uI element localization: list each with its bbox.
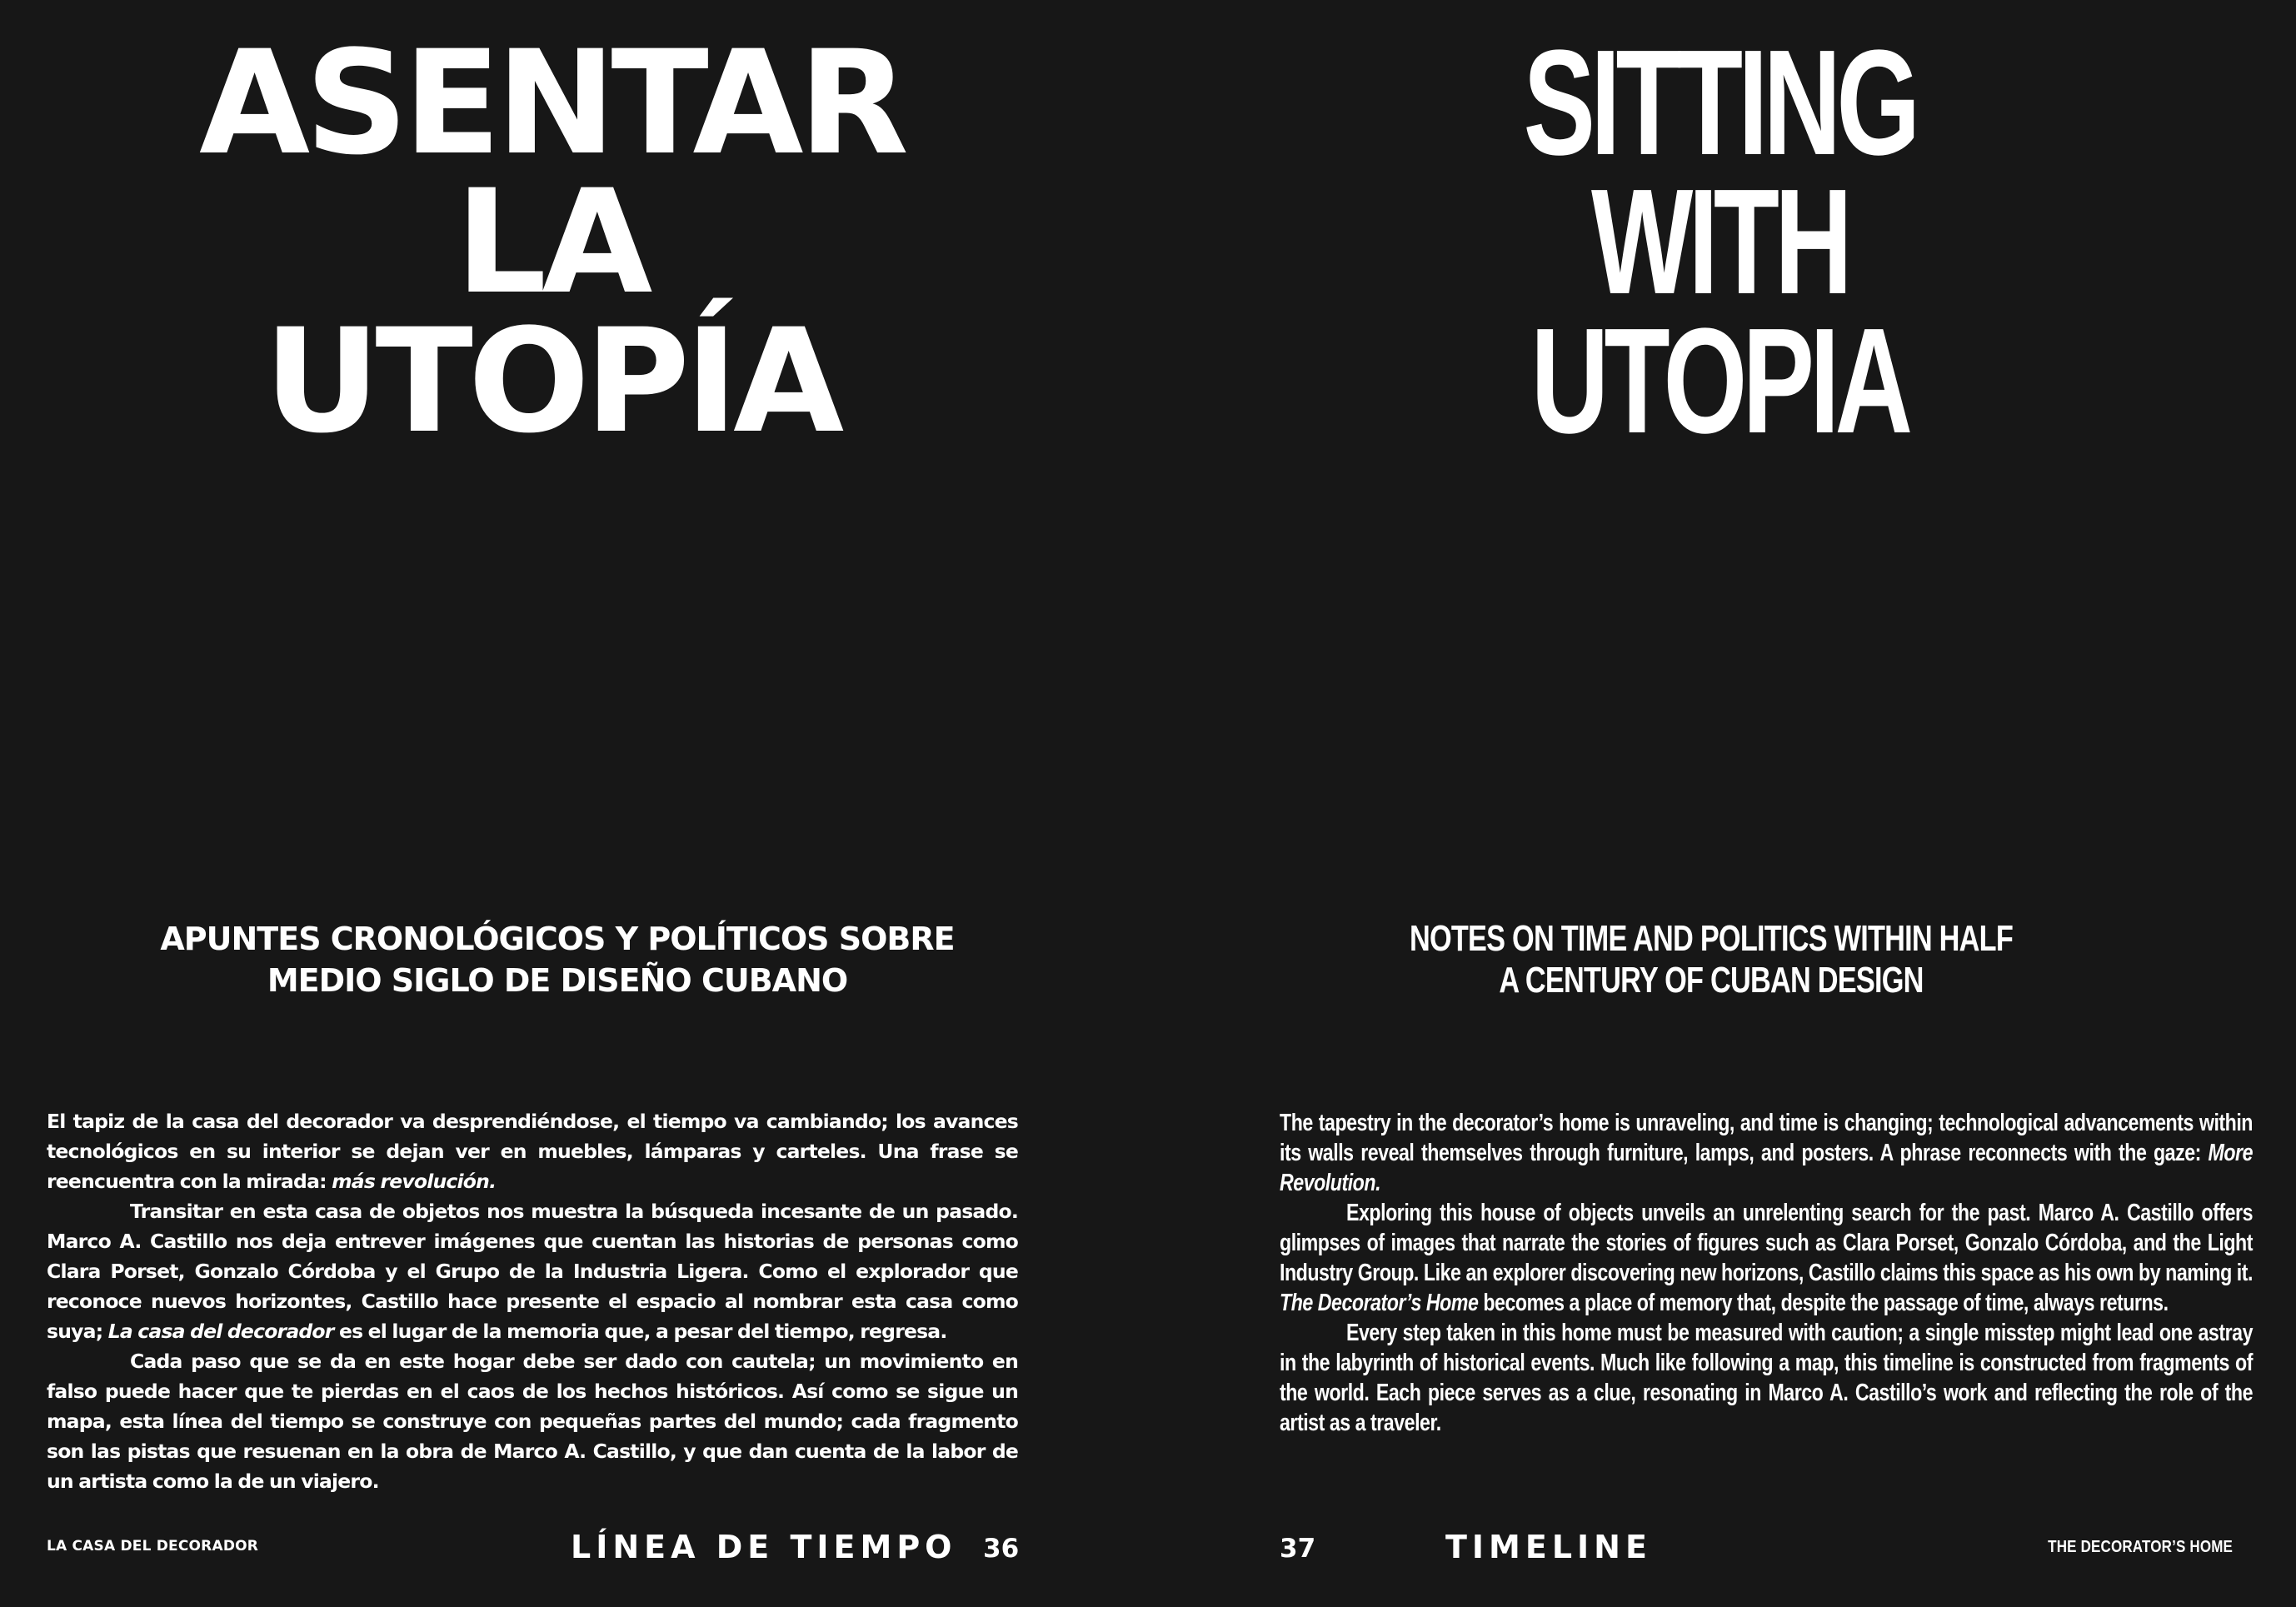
page-title	[0, 19, 1126, 465]
paragraph-emphasis: More Revolution.	[1280, 1140, 2253, 1196]
title-line: WITH	[1590, 158, 1849, 326]
paragraph-text: El tapiz de la casa del decorador va desprendiéndose, el tiempo va cambiando; los avances tecnológicos en su interior se dejan ver en muebles, lámparas y carteles. Una frase se reencuentra con la mirada:	[47, 1110, 1018, 1193]
title-line: SITTING	[1523, 19, 1916, 187]
running-title: THE DECORATOR’S HOME	[2048, 1538, 2233, 1556]
section-title: TIMELINE	[1445, 1529, 1652, 1565]
body-text	[1280, 1108, 2253, 1438]
paragraph	[1280, 1198, 2253, 1318]
paragraph	[47, 1346, 1018, 1496]
paragraph	[47, 1106, 1018, 1196]
section-title: LÍNEA DE TIEMPO	[571, 1529, 957, 1565]
title-line: LA	[455, 158, 648, 326]
paragraph-emphasis: La casa del decorador	[107, 1320, 334, 1343]
paragraph-text: Cada paso que se da en este hogar debe ser dado con cautela; un movimiento en falso puede hacer que te pierdas en el caos de los hechos históricos. Así como se sigue un mapa, esta línea del tiempo se construye con pequeñas partes del mundo; cada fragmento son las pistas que resuenan en la obra de Marco A. Castillo, y que dan cuenta de la labor de un artista como la de un viajero.	[47, 1350, 1018, 1493]
subtitle-line: NOTES ON TIME AND POLITICS WITHIN HALF	[1409, 918, 2014, 959]
paragraph-text: Transitar en esta casa de objetos nos muestra la búsqueda incesante de un pasado. Marco A. Castillo nos deja entrever imágenes que cuentan las historias de personas como Clara Porset, Gonzalo Córdoba y el Grupo de la Industria Ligera. Como el explorador que reconoce nuevos horizontes, Castillo hace presente el espacio al nombrar esta casa como suya;	[47, 1200, 1018, 1343]
paragraph-emphasis: The Decorator’s Home	[1280, 1290, 1479, 1316]
page-number: 37	[1280, 1534, 1316, 1564]
paragraph-text: The tapestry in the decorator’s home is unraveling, and time is changing; technological advancements within its walls reveal themselves through furniture, lamps, and posters. A phrase reconnects with the gaze:	[1280, 1110, 2253, 1166]
title-line: UTOPIA	[1530, 297, 1909, 465]
paragraph	[1280, 1108, 2253, 1198]
page-title	[1306, 19, 2133, 465]
paragraph-text: becomes a place of memory that, despite the passage of time, always returns.	[1478, 1290, 2169, 1316]
paragraph-text: Exploring this house of objects unveils an unrelenting search for the past. Marco A. Castillo offers glimpses of images that narrate the stories of figures such as Clara Porset, Gonzalo Córdoba, and the Light Industry Group. Like an explorer discovering new horizons, Castillo claims this space as his own by naming it.	[1280, 1200, 2253, 1286]
subtitle-line: APUNTES CRONOLÓGICOS Y POLÍTICOS SOBRE	[160, 921, 955, 957]
paragraph-emphasis: más revolución.	[332, 1170, 497, 1193]
page-subtitle	[1264, 918, 2159, 1001]
body-text	[47, 1106, 1018, 1496]
paragraph	[1280, 1318, 2253, 1438]
subtitle-line: MEDIO SIGLO DE DISEÑO CUBANO	[267, 962, 848, 999]
paragraph-text: es el lugar de la memoria que, a pesar del tiempo, regresa.	[333, 1320, 947, 1343]
paragraph-text: Every step taken in this home must be measured with caution; a single misstep might lead one astray in the labyrinth of historical events. Much like following a map, this timeline is constructed from fragments of the world. Each piece serves as a clue, resonating in Marco A. Castillo’s work and reflecting the role of the artist as a traveler.	[1280, 1320, 2253, 1436]
paragraph	[47, 1196, 1018, 1346]
running-title: LA CASA DEL DECORADOR	[47, 1538, 259, 1555]
title-line: ASENTAR	[199, 19, 904, 187]
title-line: UTOPÍA	[263, 297, 840, 465]
page-subtitle	[0, 918, 1131, 1001]
right-page	[1148, 0, 2296, 1607]
page-number: 36	[983, 1534, 1020, 1564]
subtitle-line: A CENTURY OF CUBAN DESIGN	[1499, 960, 1924, 1001]
